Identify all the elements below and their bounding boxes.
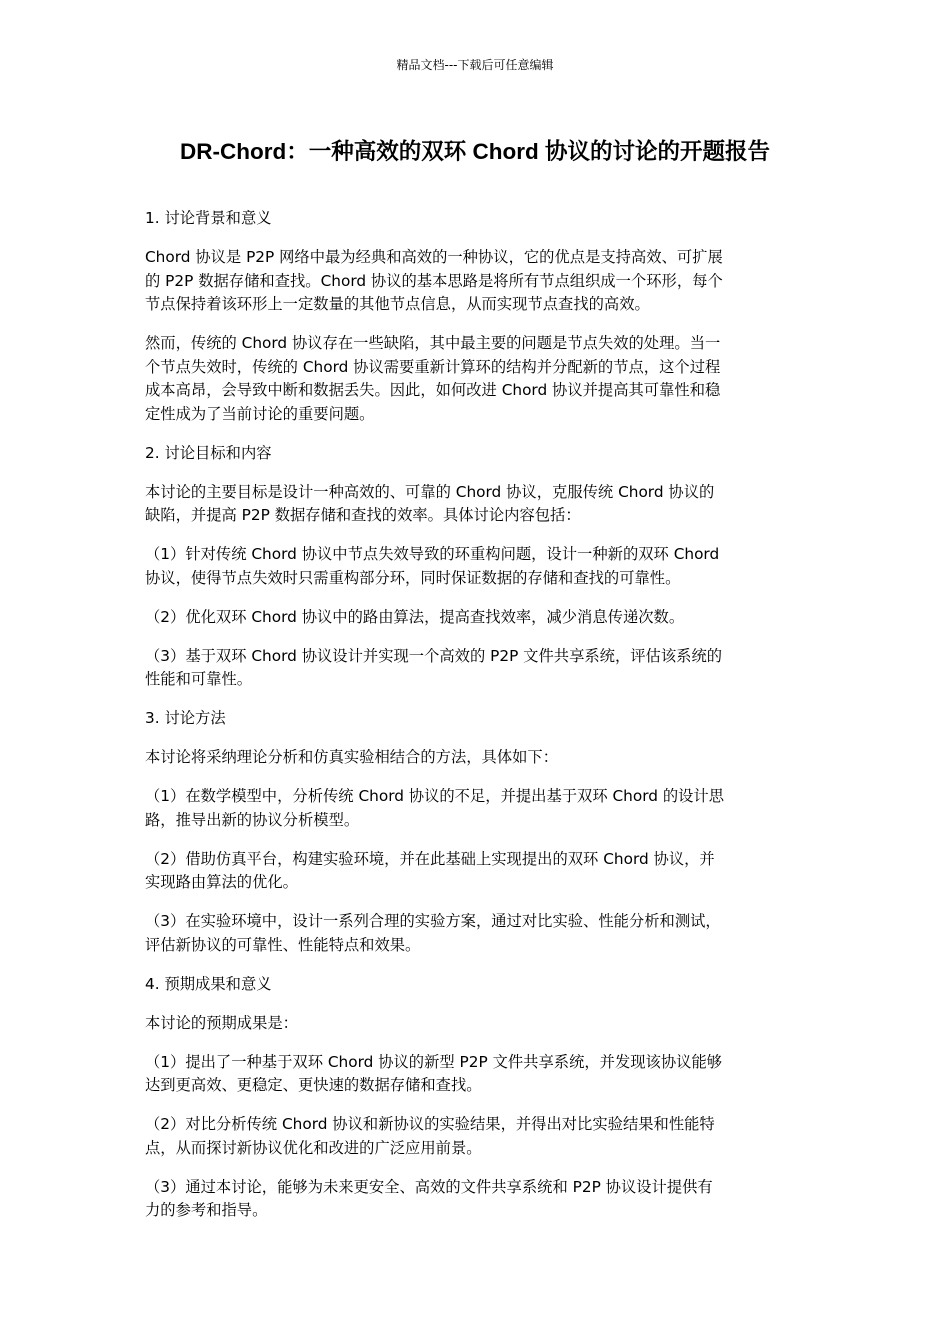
list-item	[145, 1051, 807, 1098]
page-header: 精品文档---下载后可任意编辑	[396, 58, 554, 72]
text-line: 节点保持着该环形上一定数量的其他节点信息，从而实现节点查找的高效。	[145, 295, 650, 313]
text-line: （1）在数学模型中，分析传统 Chord 协议的不足，并提出基于双环 Chord 的设计思	[145, 787, 725, 805]
text-line: 缺陷，并提高 P2P 数据存储和查找的效率。具体讨论内容包括：	[145, 506, 581, 524]
text-line: 本讨论的主要目标是设计一种高效的、可靠的 Chord 协议，克服传统 Chord 协议的	[145, 482, 715, 501]
list-item	[145, 645, 807, 692]
text-line: 成本高昂，会导致中断和数据丢失。因此，如何改进 Chord 协议并提高其可靠性和稳	[145, 381, 721, 399]
document-body	[145, 207, 807, 1238]
list-item	[145, 606, 807, 630]
paragraph	[145, 246, 807, 317]
paragraph	[145, 481, 807, 528]
text-line: （1）针对传统 Chord 协议中节点失效导致的环重构问题，设计一种新的双环 Chord	[145, 545, 720, 563]
text-line: （3）通过本讨论，能够为未来更安全、高效的文件共享系统和 P2P 协议设计提供有	[145, 1177, 713, 1196]
text-line: 本讨论的预期成果是：	[145, 1013, 298, 1032]
text-line: 然而，传统的 Chord 协议存在一些缺陷，其中最主要的问题是节点失效的处理。当一	[145, 334, 721, 352]
section-heading	[145, 707, 807, 731]
text-line: 4. 预期成果和意义	[145, 974, 272, 993]
list-item	[145, 910, 807, 957]
text-line: 的 P2P 数据存储和查找。Chord 协议的基本思路是将所有节点组织成一个环形，每个	[145, 271, 723, 290]
section-heading	[145, 207, 807, 231]
text-line: （3）基于双环 Chord 协议设计并实现一个高效的 P2P 文件共享系统，评估该系统的	[145, 646, 723, 665]
text-line: （1）提出了一种基于双环 Chord 协议的新型 P2P 文件共享系统，并发现该协议能够	[145, 1052, 723, 1071]
text-line: 1. 讨论背景和意义	[145, 209, 272, 227]
paragraph	[145, 332, 807, 426]
text-line: 2. 讨论目标和内容	[145, 443, 272, 462]
text-line: 点，从而探讨新协议优化和改进的广泛应用前景。	[145, 1138, 482, 1157]
text-line: 个节点失效时，传统的 Chord 协议需要重新计算环的结构并分配新的节点，这个过程	[145, 357, 721, 376]
text-line: 定性成为了当前讨论的重要问题。	[145, 404, 375, 423]
text-line: 3. 讨论方法	[145, 709, 226, 727]
text-line: 路，推导出新的协议分析模型。	[145, 810, 360, 829]
list-item	[145, 1113, 807, 1160]
text-line: （2）借助仿真平台，构建实验环境，并在此基础上实现提出的双环 Chord 协议，并	[145, 849, 715, 868]
list-item	[145, 1176, 807, 1223]
text-line: （2）对比分析传统 Chord 协议和新协议的实验结果，并得出对比实验结果和性能特	[145, 1115, 715, 1133]
text-line: 协议，使得节点失效时只需重构部分环，同时保证数据的存储和查找的可靠性。	[145, 568, 681, 587]
text-line: 力的参考和指导。	[145, 1201, 268, 1219]
text-line: 本讨论将采纳理论分析和仿真实验相结合的方法，具体如下：	[145, 748, 559, 766]
document-title: DR-Chord：一种高效的双环 Chord 协议的讨论的开题报告	[180, 139, 770, 164]
text-line: 性能和可靠性。	[145, 670, 253, 688]
list-item	[145, 785, 807, 832]
section-heading	[145, 973, 807, 997]
text-line: 达到更高效、更稳定、更快速的数据存储和查找。	[145, 1076, 482, 1094]
list-item	[145, 848, 807, 895]
paragraph	[145, 746, 807, 770]
text-line: （3）在实验环境中，设计一系列合理的实验方案，通过对比实验、性能分析和测试，	[145, 912, 721, 930]
text-line: 评估新协议的可靠性、性能特点和效果。	[145, 935, 421, 954]
paragraph	[145, 1012, 807, 1036]
text-line: 实现路由算法的优化。	[145, 873, 298, 891]
text-line: （2）优化双环 Chord 协议中的路由算法，提高查找效率，减少消息传递次数。	[145, 607, 685, 626]
section-heading	[145, 442, 807, 466]
list-item	[145, 543, 807, 590]
text-line: Chord 协议是 P2P 网络中最为经典和高效的一种协议，它的优点是支持高效、可扩展	[145, 248, 723, 266]
